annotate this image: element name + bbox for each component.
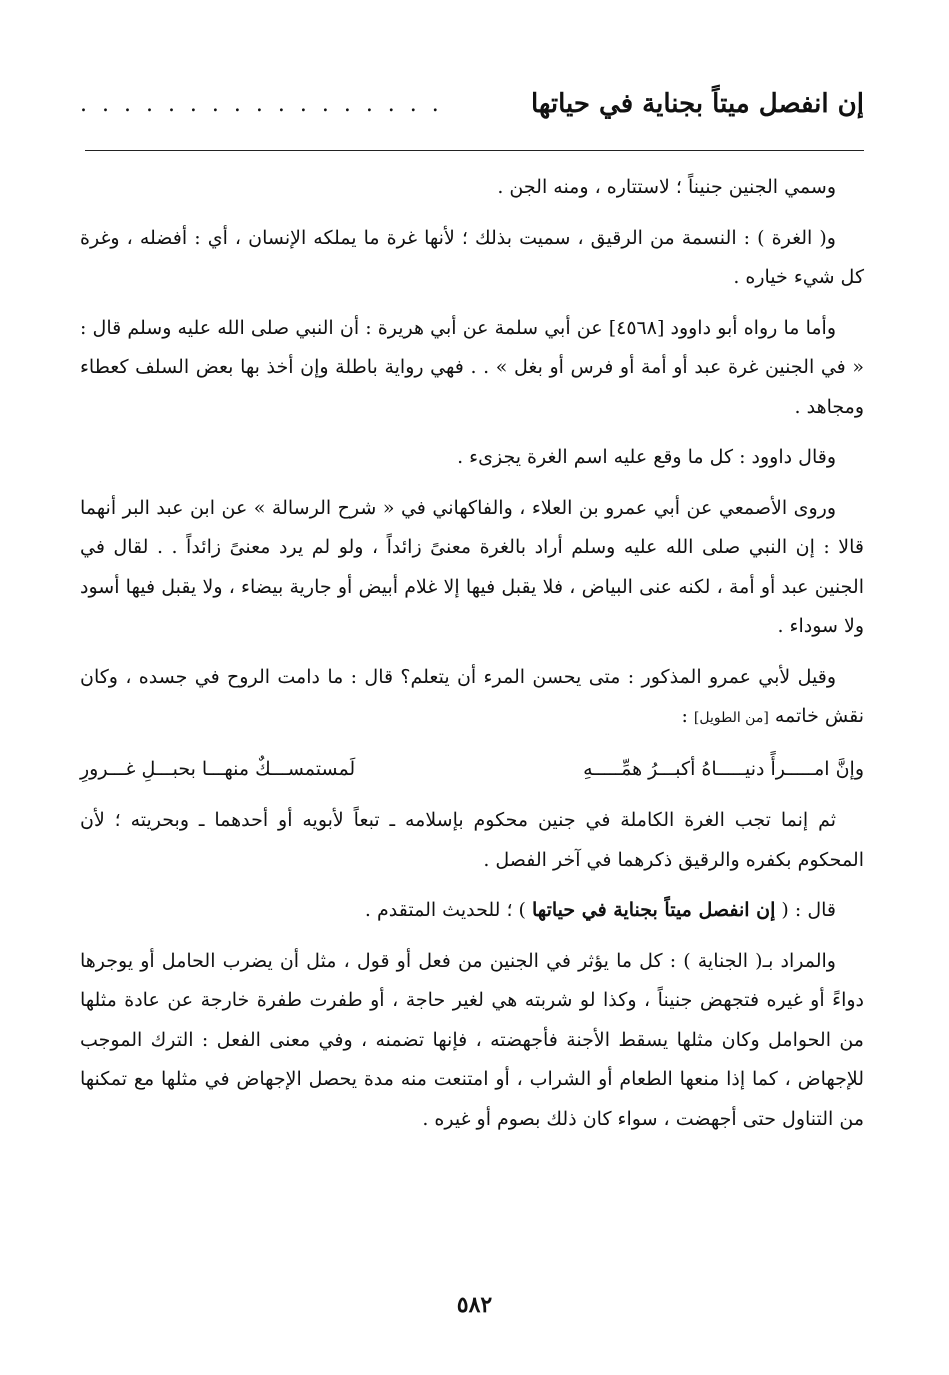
main-text bbox=[80, 168, 864, 1150]
paragraph-8 bbox=[80, 891, 864, 931]
paragraph-8-prefix: قال : ( bbox=[781, 899, 836, 921]
paragraph-6-text: وقيل لأبي عمرو المذكور : متى يحسن المرء أن يتعلم؟ قال : ما دامت الروح في جسده ، وكان نقش خاتمه bbox=[80, 665, 864, 727]
matn-quote: إن انفصل ميتاً بجناية في حياتها bbox=[532, 899, 776, 921]
paragraph-6-colon: : bbox=[681, 705, 688, 727]
running-header-dots: . . . . . . . . . . . . . . . . . bbox=[80, 91, 443, 117]
paragraph-9: والمراد بـ( الجناية ) : كل ما يؤثر في الجنين من فعل أو قول ، مثل أن يضرب الحامل أو يوجرها دواءً أو غيره فتجهض جنيناً ، وكذا لو شربته هي لغير حاجة ، أو طفرت طفرة خارجة عن عادة مثلها من الحوامل وكان مثلها يسقط الأجنة فأجهضته ، فإنها تضمنه ، وفي معنى الفعل : الترك الموجب للإجهاض ، كما إذا منعها الطعام أو الشراب ، أو امتنعت منه مدة يحصل الإجهاض في مثلها مع تمكنها من التناول حتى أجهضت ، سواء كان ذلك بصوم أو غيره . bbox=[80, 949, 864, 1130]
paragraph-5: وروى الأصمعي عن أبي عمرو بن العلاء ، والفاكهاني في « شرح الرسالة » عن ابن عبد البر أنهما قالا : إن النبي صلى الله عليه وسلم أراد بالغرة معنىً زائداً ، ولو لم يرد معنىً زائداً . . لقال في الجنين عبد أو أمة ، لكنه عنى البياض ، فلا يقبل فيها إلا غلام أبيض أو جارية بيضاء ، ولا يقبل فيها أسود ولا سوداء . bbox=[80, 496, 864, 637]
header-divider bbox=[85, 150, 864, 151]
paragraph-7: ثم إنما تجب الغرة الكاملة في جنين محكوم بإسلامه ـ تبعاً لأبويه أو أحدهما ـ وبحريته ؛ لأن المحكوم بكفره والرقيق ذكرهما في آخر الفصل . bbox=[80, 809, 864, 871]
paragraph-3: وأما ما رواه أبو داوود [٤٥٦٨] عن أبي سلمة عن أبي هريرة : أن النبي صلى الله عليه وسلم قال : « في الجنين غرة عبد أو أمة أو فرس أو بغل » . . فهي رواية باطلة وإن أخذ بها بعض السلف كعطاء ومجاهد . bbox=[80, 316, 864, 418]
verse-first-hemistich: وإنَّ امـــــرأً دنيـــــاهُ أكبـــرُ همِّـــــهِ bbox=[583, 757, 864, 780]
running-header bbox=[80, 82, 864, 126]
paragraph-4: وقال داوود : كل ما وقع عليه اسم الغرة يجزىء . bbox=[457, 446, 836, 468]
paragraph-6 bbox=[80, 658, 864, 739]
running-header-title: إن انفصل ميتاً بجناية في حياتها bbox=[530, 89, 864, 119]
poetry-verse bbox=[80, 750, 864, 790]
verse-second-hemistich: لَمستمســـكٌ منهـــا بحبـــلِ غـــرورِ bbox=[80, 757, 356, 780]
paragraph-1: وسمي الجنين جنيناً ؛ لاستتاره ، ومنه الجن . bbox=[497, 176, 836, 198]
page-number: ٥٨٢ bbox=[456, 1292, 493, 1318]
paragraph-8-suffix: ) ؛ للحديث المتقدم . bbox=[364, 899, 526, 921]
paragraph-2: و( الغرة ) : النسمة من الرقيق ، سميت بذلك ؛ لأنها غرة ما يملكه الإنسان ، أي : أفضله ، وغرة كل شيء خياره . bbox=[80, 226, 864, 288]
meter-label: [من الطويل] bbox=[693, 710, 769, 726]
